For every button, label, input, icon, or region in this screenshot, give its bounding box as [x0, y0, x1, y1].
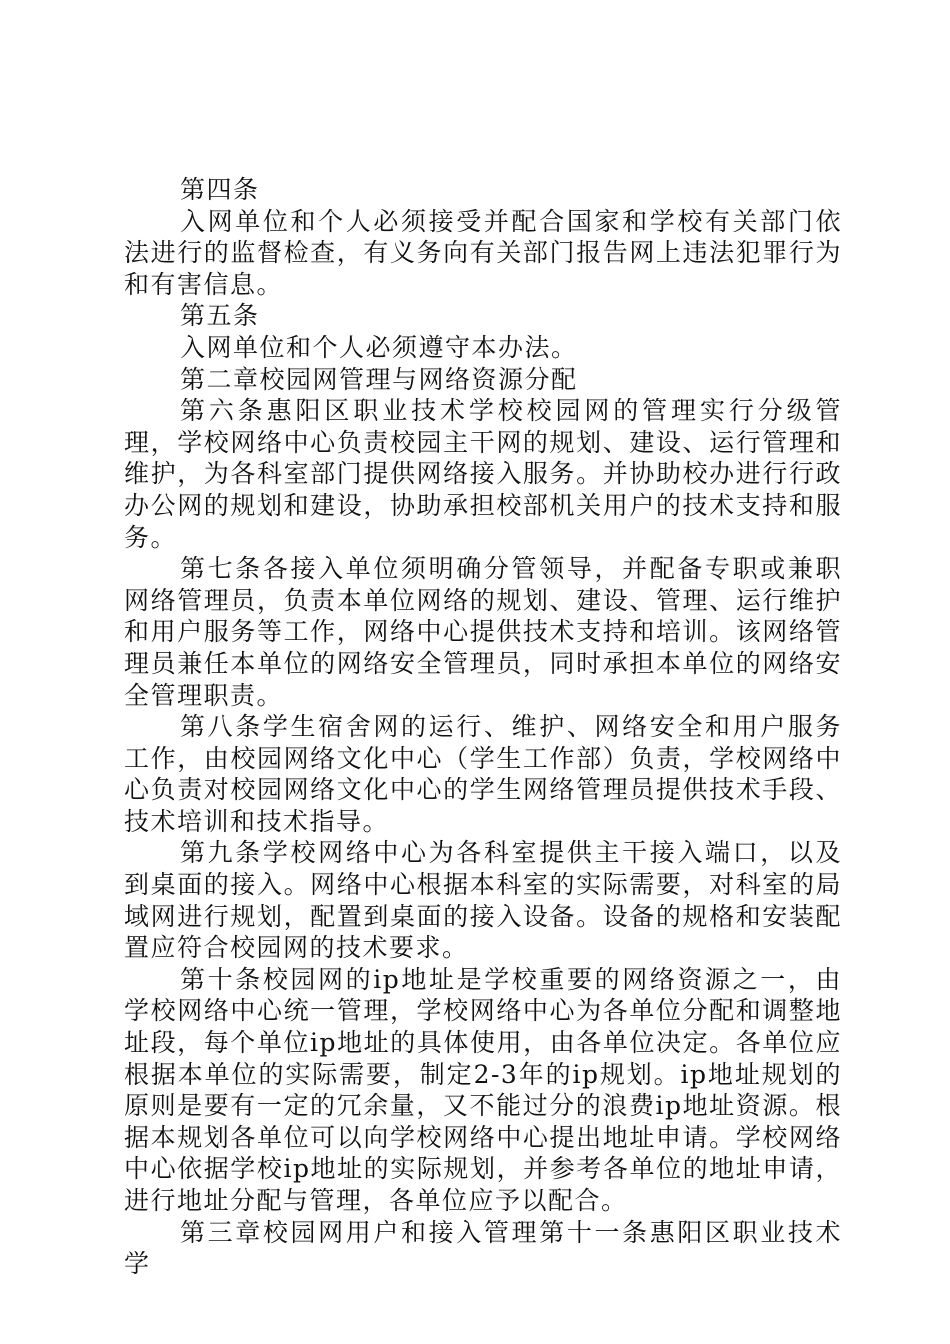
chapter-2-heading: 第二章校园网管理与网络资源分配 — [180, 364, 578, 394]
paragraph-article-5-body: 入网单位和个人必须遵守本办法。 — [180, 332, 578, 362]
paragraph-article-6: 第六条惠阳区职业技术学校校园网的管理实行分级管理，学校网络中心负责校园主干网的规划、建设、运行管理和维护，为各科室部门提供网络接入服务。并协助校办进行行政办公网的规划和建设，协助承担校部机关用户的技术支持和服务。 — [124, 396, 842, 552]
paragraph-article-10: 第十条校园网的ip地址是学校重要的网络资源之一，由学校网络中心统一管理，学校网络中心为各单位分配和调整地址段，每个单位ip地址的具体使用，由各单位决定。各单位应根据本单位的实际需要，制定2-3年的ip规划。ip地址规划的原则是要有一定的冗余量，又不能过分的浪费ip地址资源。根据本规划各单位可以向学校网络中心提出地址申请。学校网络中心依据学校ip地址的实际规划，并参考各单位的地址申请，进行地址分配与管理，各单位应予以配合。 — [124, 964, 842, 1215]
paragraph-article-4-heading: 第四条 — [180, 175, 260, 204]
paragraph-article-9: 第九条学校网络中心为各科室提供主干接入端口，以及到桌面的接入。网络中心根据本科室的实际需要，对科室的局域网进行规划，配置到桌面的接入设备。设备的规格和安装配置应符合校园网的技术要求。 — [124, 838, 842, 963]
paragraph-article-4-body: 入网单位和个人必须接受并配合国家和学校有关部门依法进行的监督检查，有义务向有关部门报告网上违法犯罪行为和有害信息。 — [124, 206, 842, 299]
document-body — [124, 174, 842, 1280]
paragraph-article-8: 第八条学生宿舍网的运行、维护、网络安全和用户服务工作，由校园网络文化中心（学生工作部）负责，学校网络中心负责对校园网络文化中心的学生网络管理员提供技术手段、技术培训和技术指导。 — [124, 712, 842, 836]
paragraph-article-7: 第七条各接入单位须明确分管领导，并配备专职或兼职网络管理员，负责本单位网络的规划、建设、管理、运行维护和用户服务等工作，网络中心提供技术支持和培训。该网络管理员兼任本单位的网络安全管理员，同时承担本单位的网络安全管理职责。 — [124, 554, 842, 710]
paragraph-article-5-heading: 第五条 — [180, 301, 260, 331]
chapter-3-heading: 第三章校园网用户和接入管理第十一条惠阳区职业技术学 — [124, 1217, 842, 1279]
